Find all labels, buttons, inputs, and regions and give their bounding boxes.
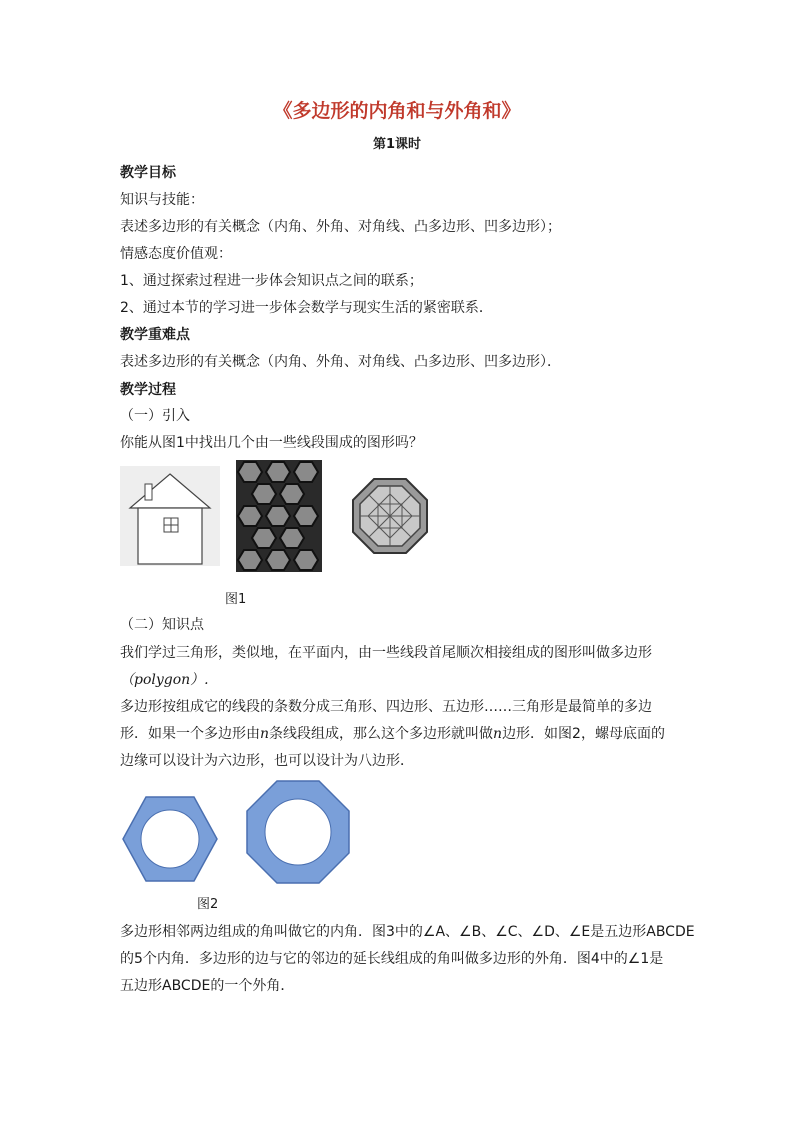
figure2-caption: 图2 — [197, 897, 219, 912]
para2-line2-a: 形．如果一个多边形由 — [120, 726, 260, 742]
para2-line2 — [120, 723, 665, 743]
para3-line2: 的5个内角．多边形的边与它的邻边的延长线组成的角叫做多边形的外角．图4中的∠1是 — [120, 951, 664, 967]
para1-line1: 我们学过三角形，类似地，在平面内，由一些线段首尾顺次相接组成的图形叫做多边形 — [120, 645, 652, 661]
hexagon-nut-image — [122, 796, 218, 882]
house-image — [120, 466, 220, 566]
keypoints-text: 表述多边形的有关概念（内角、外角、对角线、凸多边形、凹多边形）． — [120, 354, 561, 370]
page-title: 《多边形的内角和与外角和》 — [273, 100, 521, 122]
emotion-item-2: 2、通过本节的学习进一步体会数学与现实生活的紧密联系． — [120, 300, 493, 316]
emotion-item-1: 1、通过探索过程进一步体会知识点之间的联系； — [120, 273, 423, 289]
knowledge-label: 知识与技能： — [120, 192, 204, 208]
honeycomb-image — [236, 460, 322, 572]
part1-question: 你能从图1中找出几个由一些线段围成的图形吗？ — [120, 435, 423, 451]
process-heading: 教学过程 — [120, 382, 176, 398]
variable-n: n — [260, 726, 270, 742]
para2-line2-b: 条线段组成，那么这个多边形就叫做 — [269, 726, 494, 742]
para3-line3: 五边形ABCDE的一个外角． — [120, 978, 295, 994]
lesson-subtitle: 第1课时 — [372, 137, 422, 152]
figure1-caption: 图1 — [225, 592, 247, 607]
knowledge-text: 表述多边形的有关概念（内角、外角、对角线、凸多边形、凹多边形）； — [120, 219, 561, 235]
variable-n: n — [493, 726, 503, 742]
keypoints-heading: 教学重难点 — [120, 327, 190, 343]
para3-line1: 多边形相邻两边组成的角叫做它的内角．图3中的∠A、∠B、∠C、∠D、∠E是五边形ABCDE — [120, 924, 695, 940]
part2-label: （二）知识点 — [120, 617, 204, 633]
part1-label: （一）引入 — [120, 408, 190, 424]
para2-line2-c: 边形．如图2，螺母底面的 — [502, 726, 665, 742]
para2-line3: 边缘可以设计为六边形，也可以设计为八边形． — [120, 753, 414, 769]
goals-heading: 教学目标 — [120, 165, 176, 181]
octagon-window-image — [352, 478, 428, 554]
octagon-nut-image — [246, 780, 350, 884]
emotion-label: 情感态度价值观： — [120, 246, 232, 262]
para1-line2: （polygon）. — [120, 672, 209, 688]
para2-line1: 多边形按组成它的线段的条数分成三角形、四边形、五边形……三角形是最简单的多边 — [120, 699, 652, 715]
